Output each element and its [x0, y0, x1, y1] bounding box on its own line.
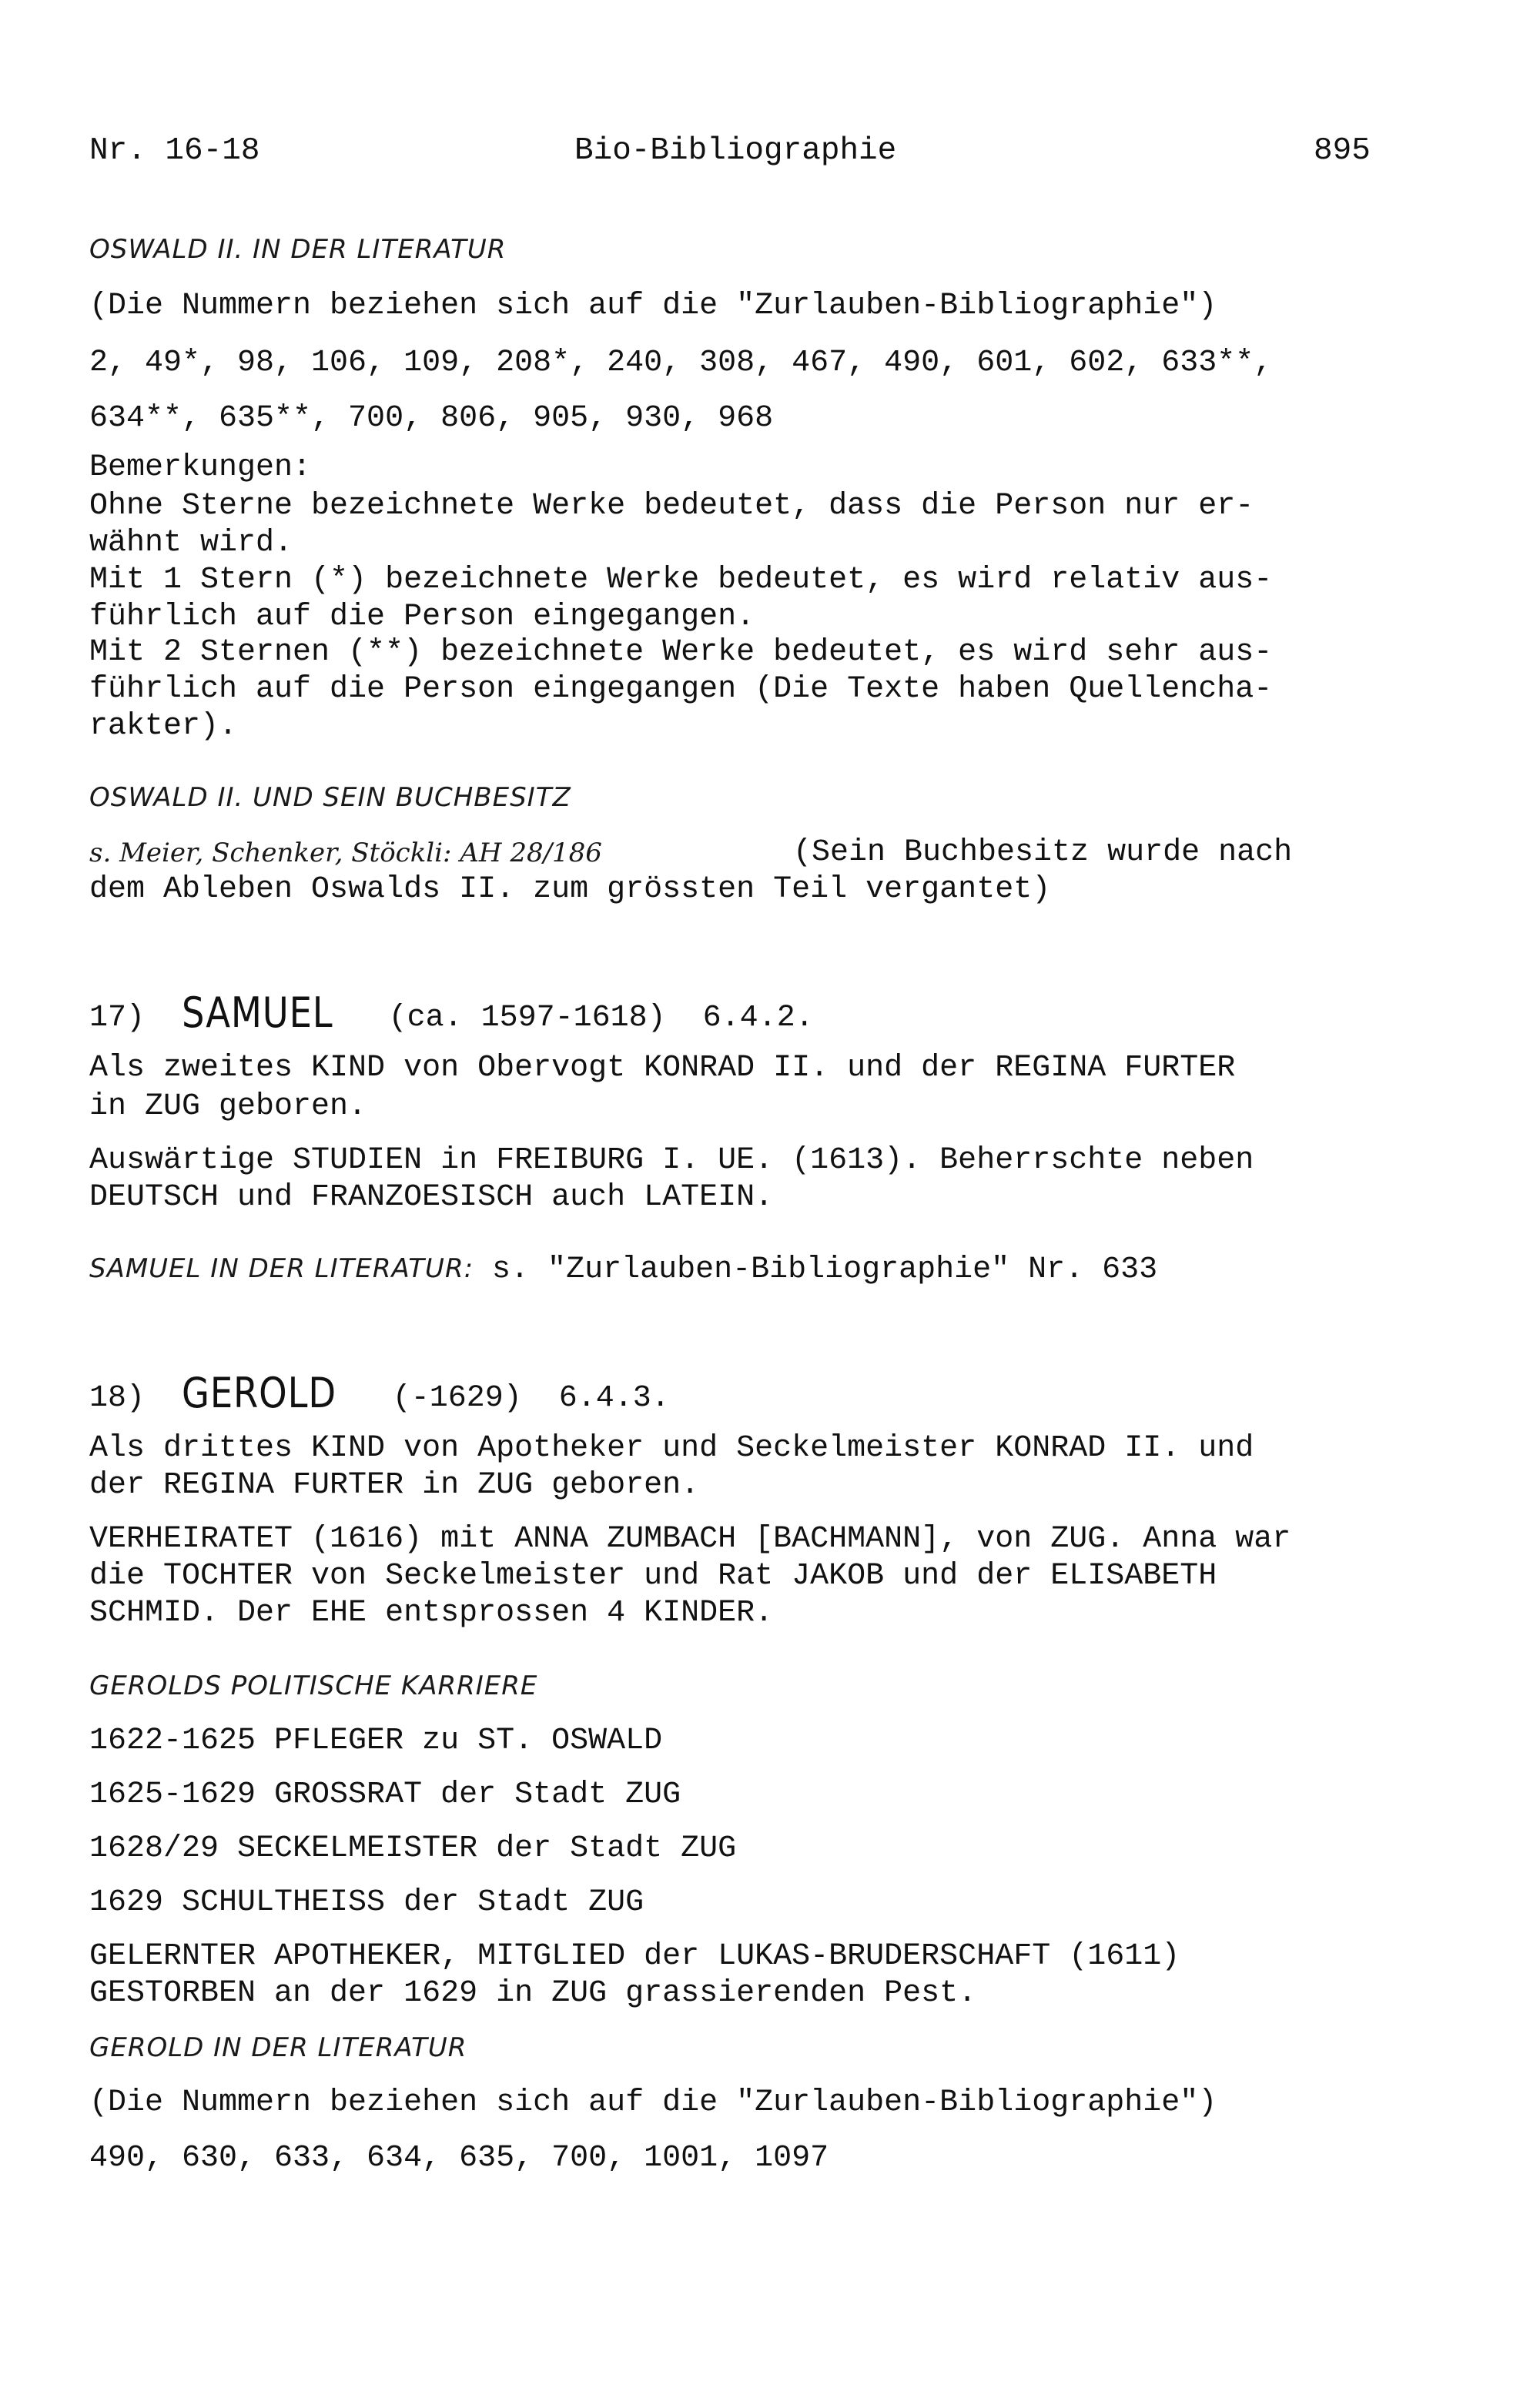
entry-name: GEROLD — [182, 1369, 336, 1417]
gerold-marriage-line: SCHMID. Der EHE entsprossen 4 KINDER. — [89, 1596, 774, 1630]
oswald-numbers-line-2: 634**, 635**, 700, 806, 905, 930, 968 — [89, 401, 774, 436]
buchbesitz-note: (Sein Buchbesitz wurde nach — [793, 835, 1293, 870]
gerold-birth-line: der REGINA FURTER in ZUG geboren. — [89, 1468, 700, 1503]
gerold-literatur-numbers: 490, 630, 633, 634, 635, 700, 1001, 1097 — [89, 2141, 829, 2176]
career-item: 1622-1625 PFLEGER zu ST. OSWALD — [89, 1724, 663, 1758]
career-item: 1629 SCHULTHEISS der Stadt ZUG — [89, 1885, 644, 1920]
buchbesitz-reference: s. Meier, Schenker, Stöckli: AH 28/186 — [89, 838, 602, 868]
samuel-text-line: Als zweites KIND von Obervogt KONRAD II. und der REGINA FURTER — [89, 1051, 1236, 1085]
remarks-line: führlich auf die Person eingegangen. — [89, 600, 755, 634]
entry-number: 17) — [89, 1001, 146, 1035]
gerold-closing-line: GESTORBEN an der 1629 in ZUG grassierenden Pest. — [89, 1976, 977, 2011]
gerold-birth-line: Als drittes KIND von Apotheker und Seckelmeister KONRAD II. und — [89, 1431, 1254, 1466]
gerold-literatur-heading: GEROLD IN DER LITERATUR — [89, 2032, 467, 2063]
remarks-line: wähnt wird. — [89, 526, 293, 560]
header-section-range: Nr. 16-18 — [89, 133, 260, 169]
page-number: 895 — [1314, 133, 1371, 169]
oswald-literatur-note: (Die Nummern beziehen sich auf die "Zurlauben-Bibliographie") — [89, 289, 1217, 323]
samuel-text-line: in ZUG geboren. — [89, 1089, 367, 1124]
career-item: 1625-1629 GROSSRAT der Stadt ZUG — [89, 1778, 681, 1812]
remarks-line: Mit 1 Stern (*) bezeichnete Werke bedeutet, es wird relativ aus- — [89, 563, 1273, 597]
gerold-literatur-note: (Die Nummern beziehen sich auf die "Zurlauben-Bibliographie") — [89, 2085, 1217, 2120]
remarks-line: Ohne Sterne bezeichnete Werke bedeutet, dass die Person nur er- — [89, 489, 1254, 523]
gerold-marriage-line: die TOCHTER von Seckelmeister und Rat JAKOB und der ELISABETH — [89, 1559, 1217, 1594]
samuel-text-line: Auswärtige STUDIEN in FREIBURG I. UE. (1613). Beherrschte neben — [89, 1143, 1254, 1178]
entry-dates: (ca. 1597-1618) — [388, 1001, 666, 1035]
oswald-numbers-line-1: 2, 49*, 98, 106, 109, 208*, 240, 308, 467, 490, 601, 602, 633**, — [89, 346, 1273, 380]
samuel-literatur-text: s. "Zurlauben-Bibliographie" Nr. 633 — [492, 1252, 1158, 1287]
gerold-closing-line: GELERNTER APOTHEKER, MITGLIED der LUKAS-BRUDERSCHAFT (1611) — [89, 1939, 1180, 1974]
remarks-line: rakter). — [89, 709, 238, 744]
entry-dates: (-1629) — [392, 1381, 522, 1416]
gerold-marriage-line: VERHEIRATET (1616) mit ANNA ZUMBACH [BACHMANN], von ZUG. Anna war — [89, 1522, 1291, 1557]
oswald-literatur-heading: OSWALD II. IN DER LITERATUR — [89, 234, 507, 265]
entry-samuel-heading — [89, 988, 814, 1037]
gerold-career-heading: GEROLDS POLITISCHE KARRIERE — [89, 1671, 538, 1701]
header-title: Bio-Bibliographie — [574, 133, 897, 169]
remarks-line: führlich auf die Person eingegangen (Die Texte haben Quellencha- — [89, 672, 1273, 707]
entry-code: 6.4.2. — [702, 1001, 814, 1035]
entry-name: SAMUEL — [182, 988, 333, 1037]
entry-number: 18) — [89, 1381, 146, 1416]
entry-gerold-heading — [89, 1369, 670, 1417]
samuel-literatur-line — [89, 1250, 1157, 1289]
samuel-literatur-heading: SAMUEL IN DER LITERATUR: — [89, 1253, 474, 1284]
buchbesitz-heading: OSWALD II. UND SEIN BUCHBESITZ — [89, 782, 571, 813]
samuel-text-line: DEUTSCH und FRANZOESISCH auch LATEIN. — [89, 1180, 774, 1215]
remarks-line: Mit 2 Sternen (**) bezeichnete Werke bedeutet, es wird sehr aus- — [89, 635, 1273, 670]
career-item: 1628/29 SECKELMEISTER der Stadt ZUG — [89, 1831, 737, 1866]
entry-code: 6.4.3. — [558, 1381, 670, 1416]
remarks-title: Bemerkungen: — [89, 450, 312, 485]
buchbesitz-note-cont: dem Ableben Oswalds II. zum grössten Teil vergantet) — [89, 872, 1051, 907]
